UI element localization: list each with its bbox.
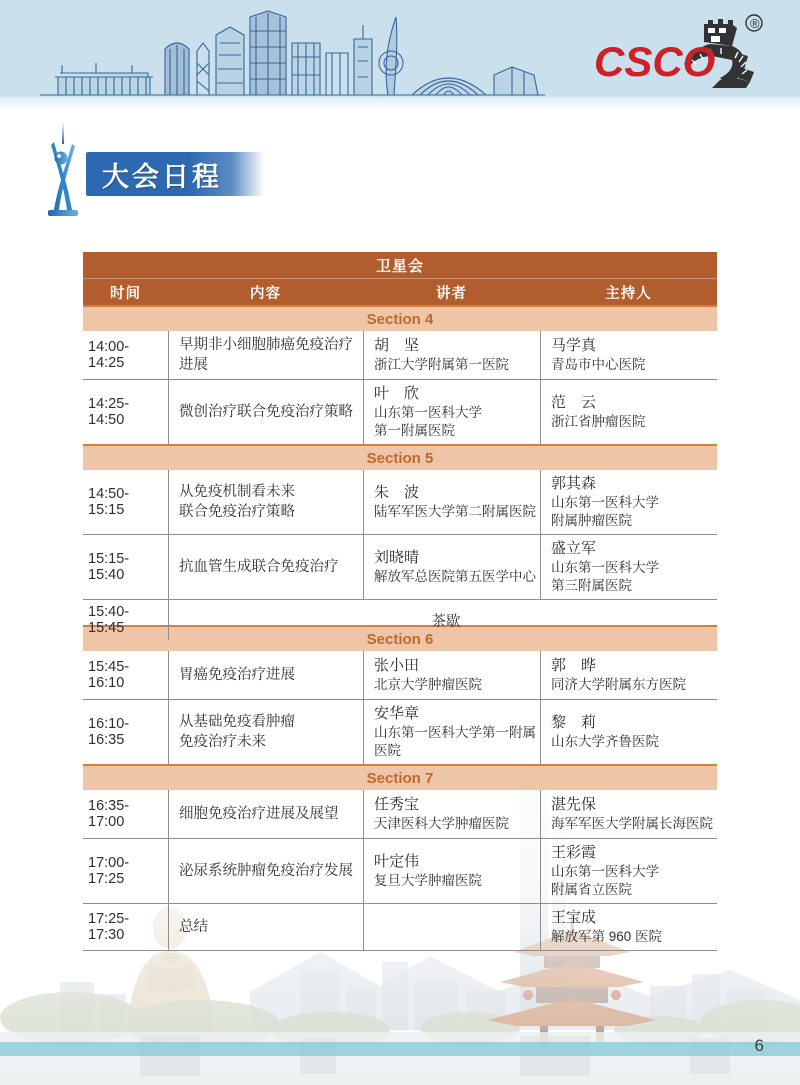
topic-line: 抗血管生成联合免疫治疗 [179, 559, 339, 575]
section-row: Section 6 [83, 625, 717, 651]
time-cell: 16:10-16:35 [88, 716, 130, 748]
person-affiliation: 附属省立医院 [551, 882, 632, 897]
person-name: 胡 坚 [374, 337, 420, 354]
speaker-cell [363, 380, 540, 444]
host-cell [540, 904, 717, 950]
top-banner [0, 0, 800, 97]
person-name: 安华章 [374, 705, 420, 722]
topic-line: 细胞免疫治疗进展及展望 [179, 806, 339, 822]
speaker-cell [363, 470, 540, 534]
topic-cell [168, 904, 363, 950]
section-row: Section 4 [83, 305, 717, 331]
host-cell [540, 651, 717, 699]
person-affiliation: 山东第一医科大学 [551, 560, 659, 575]
topic-line: 免疫治疗未来 [179, 734, 266, 750]
person-name: 范 云 [551, 394, 597, 411]
time-cell: 17:00-17:25 [88, 855, 130, 887]
column-header-time: 时间 [110, 285, 141, 302]
person-affiliation: 北京大学肿瘤医院 [374, 677, 482, 692]
person-affiliation: 解放军总医院第五医学中心 [374, 569, 536, 584]
person-name: 叶定伟 [374, 853, 420, 870]
topic-cell [168, 331, 363, 379]
person-affiliation: 山东第一医科大学 [551, 864, 659, 879]
topic-line: 早期非小细胞肺癌免疫治疗进展 [179, 337, 353, 373]
person-affiliation: 山东大学齐鲁医院 [551, 734, 659, 749]
host-cell [540, 790, 717, 838]
table-column-headers [83, 278, 717, 305]
topic-cell [168, 700, 363, 764]
topic-cell [168, 839, 363, 903]
speaker-cell [363, 790, 540, 838]
table-row [83, 331, 717, 379]
person-affiliation: 复旦大学肿瘤医院 [374, 873, 482, 888]
topic-cell [168, 535, 363, 599]
person-affiliation: 青岛市中心医院 [551, 357, 646, 372]
person-affiliation: 天津医科大学肿瘤医院 [374, 816, 509, 831]
table-row [83, 790, 717, 838]
csco-logo [592, 12, 772, 92]
time-cell: 15:40-15:45 [88, 604, 130, 636]
person-name: 马学真 [551, 337, 597, 354]
page-title-bar [86, 152, 264, 196]
column-header-host: 主持人 [605, 285, 652, 302]
topic-line: 联合免疫治疗策略 [179, 504, 295, 520]
person-affiliation: 山东第一医科大学 [551, 495, 659, 510]
person-affiliation: 海军军医大学附属长海医院 [551, 816, 713, 831]
person-name: 叶 欣 [374, 385, 420, 402]
host-cell [540, 535, 717, 599]
person-name: 王宝成 [551, 909, 597, 926]
topic-cell [168, 790, 363, 838]
time-cell: 15:45-16:10 [88, 659, 130, 691]
table-row [83, 379, 717, 444]
person-name: 刘晓晴 [374, 549, 420, 566]
table-row [83, 651, 717, 699]
speaker-cell [363, 904, 540, 950]
host-cell [540, 700, 717, 764]
time-cell: 14:25-14:50 [88, 396, 130, 428]
topic-line: 从免疫机制看未来 [179, 484, 295, 500]
person-affiliation: 浙江大学附属第一医院 [374, 357, 509, 372]
section-row: Section 5 [83, 444, 717, 470]
person-affiliation: 山东第一医科大学第一附属医院 [374, 725, 536, 758]
topic-cell [168, 470, 363, 534]
teal-water-band [0, 1042, 800, 1056]
time-cell: 17:25-17:30 [88, 911, 130, 943]
table-row [83, 470, 717, 534]
time-cell: 15:15-15:40 [88, 551, 130, 583]
speaker-cell [363, 535, 540, 599]
host-cell [540, 470, 717, 534]
column-header-content: 内容 [250, 285, 281, 302]
topic-line: 泌尿系统肿瘤免疫治疗发展 [179, 863, 353, 879]
time-cell: 16:35-17:00 [88, 798, 130, 830]
tv-tower-icon [42, 120, 84, 220]
break-label: 茶歇 [168, 600, 717, 640]
section-row: Section 7 [83, 764, 717, 790]
page-number: 6 [754, 1036, 764, 1055]
person-affiliation: 浙江省肿瘤医院 [551, 414, 646, 429]
person-affiliation: 第三附属医院 [551, 578, 632, 593]
person-name: 郭 晔 [551, 657, 597, 674]
topic-line: 微创治疗联合免疫治疗策略 [179, 404, 353, 420]
host-cell [540, 331, 717, 379]
person-affiliation: 山东第一医科大学 [374, 405, 482, 420]
person-name: 郭其森 [551, 475, 597, 492]
break-row [83, 599, 717, 636]
csco-logo-text: CSCO [594, 38, 716, 85]
speaker-cell [363, 651, 540, 699]
speaker-cell [363, 839, 540, 903]
page-title: 大会日程 [102, 161, 222, 192]
person-name: 盛立军 [551, 540, 597, 557]
person-affiliation: 解放军第 960 医院 [551, 929, 663, 944]
table-row [83, 903, 717, 951]
table-session-header: 卫星会 [83, 252, 717, 278]
city-skyline-illustration [0, 5, 560, 97]
time-cell: 14:50-15:15 [88, 486, 130, 518]
topic-cell [168, 651, 363, 699]
person-name: 湛先保 [551, 796, 597, 813]
speaker-cell [363, 331, 540, 379]
table-row [83, 838, 717, 903]
registered-mark: ® [750, 16, 760, 31]
person-affiliation: 第一附属医院 [374, 423, 455, 438]
person-affiliation: 同济大学附属东方医院 [551, 677, 686, 692]
speaker-cell [363, 700, 540, 764]
person-name: 朱 波 [374, 484, 420, 501]
topic-line: 胃癌免疫治疗进展 [179, 667, 295, 683]
title-block [40, 118, 340, 223]
person-name: 黎 莉 [551, 714, 597, 731]
topic-cell [168, 380, 363, 444]
table-row [83, 699, 717, 764]
schedule-table [83, 252, 717, 951]
person-affiliation: 陆军军医大学第二附属医院 [374, 504, 536, 519]
time-cell: 14:00-14:25 [88, 339, 130, 371]
host-cell [540, 380, 717, 444]
person-affiliation: 附属肿瘤医院 [551, 513, 632, 528]
host-cell [540, 839, 717, 903]
topic-line: 从基础免疫看肿瘤 [179, 714, 295, 730]
person-name: 任秀宝 [374, 796, 420, 813]
column-header-speaker: 讲者 [436, 285, 467, 302]
person-name: 张小田 [374, 657, 420, 674]
topic-line: 总结 [179, 919, 208, 935]
person-name: 王彩霞 [551, 844, 597, 861]
table-row [83, 534, 717, 599]
